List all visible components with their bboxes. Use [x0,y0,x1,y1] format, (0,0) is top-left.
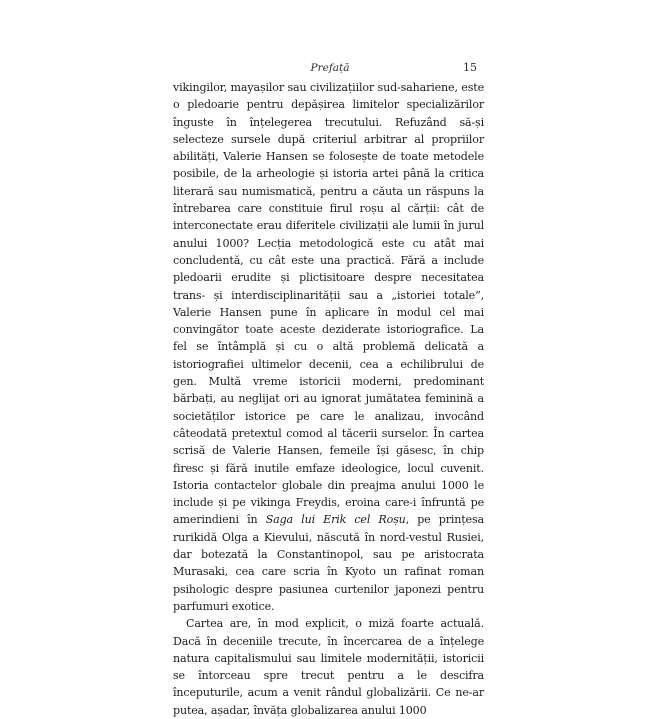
paragraph [173,615,484,719]
running-title: Prefață [310,62,350,74]
page-number: 15 [463,61,477,74]
paragraph-text: vikingilor, mayașilor sau civilizațiilor sud-sahariene, este o pledoarie pentru depășirea limitelor specializărilor înguste în înțelegerea trecutului. Refuzând să-și selecteze sursele după criteriul arbitrar al propriilor abilități, Valerie Hansen se folosește de toate metodele posibile, de la arheologie și istoria artei până la critica literară sau numismatică, pentru a căuta un răspuns la întrebarea care constituie firul roșu al cărții: cât de interconectate erau diferitele civilizații ale lumii în jurul anului 1000? Lecția metodologică este cu atât mai concludentă, cu cât este una practică. Fără a include pledoarii erudite și plictisitoare despre necesitatea trans- și interdisciplinarității sau a „istoriei totale”, Valerie Hansen pune în aplicare în modul cel mai convingător toate aceste deziderate istoriografice. La fel se întâmplă și cu o altă problemă delicată a istoriografiei ultimelor decenii, cea a echilibrului de gen. Multă vreme istoricii moderni, predominant bărbați, au neglijat ori au ignorat jumătatea feminină a societăților istorice pe care le analizau, invocând câteodată pretextul comod al tăcerii surselor. În cartea scrisă de Valerie Hansen, femeile își găsesc, în chip firesc și fără inutile emfaze ideologice, locul cuvenit. Istoria contactelor globale din preajma anului 1000 le include și pe vikinga Freydis, eroina care-i înfruntă pe amerindieni în [173,81,484,527]
book-title-italic: Saga lui Erik cel Roșu [265,513,406,527]
body-text [173,79,484,719]
running-head [0,60,660,76]
paragraph [173,79,484,615]
paragraph-text: , pe prințesa rurikidă Olga a Kievului, născută în nord-vestul Rusiei, dar botezată la Constantinopol, sau pe aristocrata Murasaki, cea care scria în Kyoto un rafinat roman psihologic despre pasiunea curtenilor japonezi pentru parfumuri exotice. [173,513,484,613]
paragraph-text: Cartea are, în mod explicit, o miză foarte actuală. Dacă în deceniile trecute, în încercarea de a înțelege natura capitalismului sau limitele modernității, istoricii se întorceau spre trecut pentru a le descifra începuturile, acum a venit rândul globalizării. Ce ne-ar putea, așadar, învăța globalizarea anului 1000 [173,617,484,717]
